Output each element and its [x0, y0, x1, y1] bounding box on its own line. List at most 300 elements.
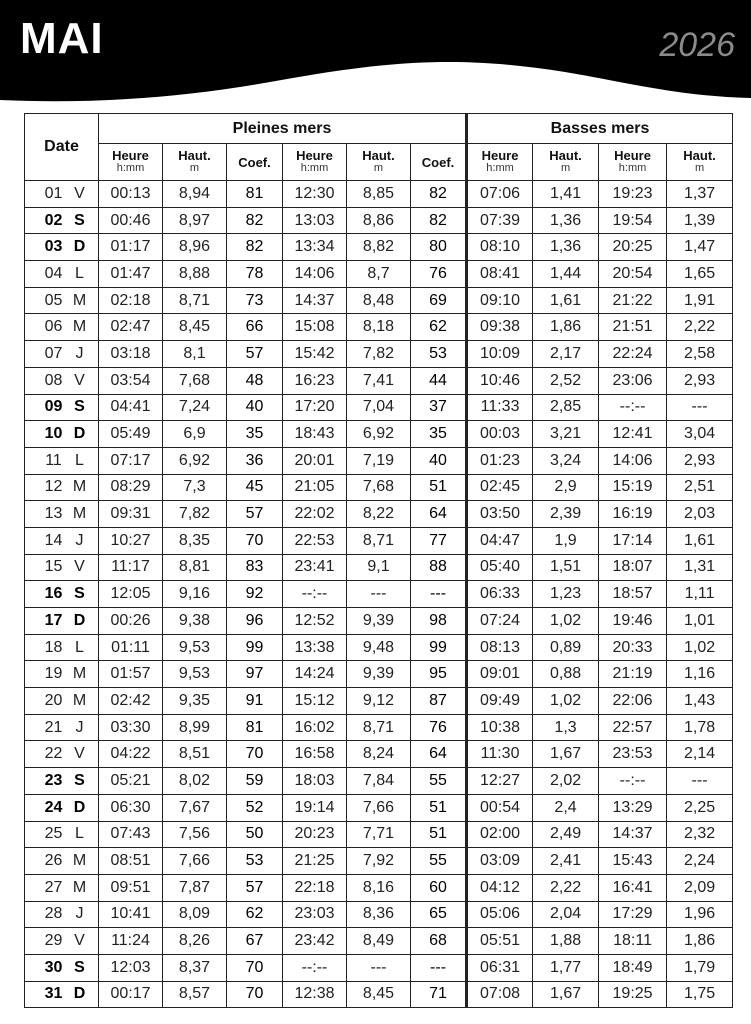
value-cell: 7,87	[163, 874, 227, 901]
value-cell: 9,1	[347, 554, 411, 581]
value-cell: 2,93	[667, 367, 733, 394]
column-header	[227, 144, 283, 181]
value-cell: ---	[667, 768, 733, 795]
value-cell: 9,53	[163, 634, 227, 661]
coef-cell: 45	[227, 474, 283, 501]
coef-cell: 98	[411, 608, 467, 635]
value-cell: 8,48	[347, 287, 411, 314]
coef-cell: 70	[227, 527, 283, 554]
value-cell: 1,86	[533, 314, 599, 341]
value-cell: 8,71	[347, 714, 411, 741]
tide-table	[24, 113, 733, 1008]
day-number: 07	[44, 344, 63, 362]
value-cell: 10:09	[467, 341, 533, 368]
month-title: MAI	[20, 14, 104, 63]
value-cell: 01:23	[467, 447, 533, 474]
weekday-letter: M	[72, 691, 87, 709]
value-cell: 7,41	[347, 367, 411, 394]
value-cell: 00:17	[99, 981, 163, 1008]
date-cell	[25, 821, 99, 848]
value-cell: 09:01	[467, 661, 533, 688]
day-number: 22	[44, 745, 63, 763]
weekday-letter: V	[74, 558, 85, 576]
value-cell: 2,93	[667, 447, 733, 474]
date-cell	[25, 901, 99, 928]
date-cell	[25, 634, 99, 661]
weekday-letter: L	[75, 264, 84, 282]
value-cell: 7,82	[163, 501, 227, 528]
coef-cell: 60	[411, 874, 467, 901]
value-cell: 1,16	[667, 661, 733, 688]
coef-cell: ---	[411, 954, 467, 981]
value-cell: 2,58	[667, 341, 733, 368]
value-cell: 7,82	[347, 341, 411, 368]
value-cell: --:--	[599, 394, 667, 421]
weekday-letter: M	[72, 291, 87, 309]
coef-cell: 37	[411, 394, 467, 421]
value-cell: 06:31	[467, 954, 533, 981]
value-cell: 8,7	[347, 261, 411, 288]
table-row	[25, 714, 733, 741]
value-cell: 1,11	[667, 581, 733, 608]
coef-cell: 51	[411, 794, 467, 821]
value-cell: 08:51	[99, 848, 163, 875]
value-cell: 1,67	[533, 741, 599, 768]
value-cell: 14:37	[283, 287, 347, 314]
value-cell: 10:27	[99, 527, 163, 554]
day-number: 10	[44, 425, 63, 443]
coef-cell: 64	[411, 501, 467, 528]
value-cell: 06:30	[99, 794, 163, 821]
value-cell: 03:50	[467, 501, 533, 528]
coef-cell: 55	[411, 768, 467, 795]
value-cell: 8,18	[347, 314, 411, 341]
value-cell: --:--	[283, 954, 347, 981]
column-header	[283, 144, 347, 181]
column-header-unit: h:mm	[300, 162, 329, 174]
value-cell: 7,84	[347, 768, 411, 795]
value-cell: 02:45	[467, 474, 533, 501]
coef-cell: 69	[411, 287, 467, 314]
column-header-unit: m	[373, 162, 384, 174]
weekday-letter: S	[74, 398, 85, 416]
value-cell: 8,88	[163, 261, 227, 288]
date-cell	[25, 741, 99, 768]
value-cell: 8,71	[347, 527, 411, 554]
value-cell: 20:33	[599, 634, 667, 661]
value-cell: 1,61	[533, 287, 599, 314]
value-cell: 1,02	[533, 608, 599, 635]
value-cell: 04:41	[99, 394, 163, 421]
value-cell: 9,35	[163, 688, 227, 715]
coef-cell: 44	[411, 367, 467, 394]
value-cell: 00:26	[99, 608, 163, 635]
value-cell: 8,24	[347, 741, 411, 768]
date-cell	[25, 394, 99, 421]
value-cell: 05:51	[467, 928, 533, 955]
weekday-letter: S	[74, 211, 85, 229]
weekday-letter: M	[72, 478, 87, 496]
column-header	[599, 144, 667, 181]
column-header-label: Heure	[614, 148, 651, 163]
value-cell: 8,97	[163, 207, 227, 234]
coef-cell: 80	[411, 234, 467, 261]
value-cell: 8,16	[347, 874, 411, 901]
date-cell	[25, 954, 99, 981]
value-cell: 14:37	[599, 821, 667, 848]
coef-cell: 57	[227, 501, 283, 528]
value-cell: 05:49	[99, 421, 163, 448]
value-cell: 23:53	[599, 741, 667, 768]
value-cell: 00:03	[467, 421, 533, 448]
coef-cell: 82	[227, 234, 283, 261]
value-cell: 19:54	[599, 207, 667, 234]
coef-cell: 99	[227, 634, 283, 661]
table-row	[25, 981, 733, 1008]
weekday-letter: L	[75, 451, 84, 469]
value-cell: 2,03	[667, 501, 733, 528]
day-number: 26	[44, 852, 63, 870]
weekday-letter: J	[75, 905, 84, 923]
value-cell: 15:43	[599, 848, 667, 875]
coef-cell: 81	[227, 714, 283, 741]
value-cell: 7,67	[163, 794, 227, 821]
value-cell: 9,38	[163, 608, 227, 635]
column-header-label: Heure	[296, 148, 333, 163]
value-cell: 7,56	[163, 821, 227, 848]
value-cell: 05:40	[467, 554, 533, 581]
value-cell: 1,96	[667, 901, 733, 928]
value-cell: 08:13	[467, 634, 533, 661]
coef-cell: 83	[227, 554, 283, 581]
day-number: 21	[44, 718, 63, 736]
value-cell: 1,65	[667, 261, 733, 288]
date-cell	[25, 234, 99, 261]
table-row	[25, 474, 733, 501]
value-cell: 11:30	[467, 741, 533, 768]
value-cell: 2,24	[667, 848, 733, 875]
value-cell: 2,85	[533, 394, 599, 421]
value-cell: 2,17	[533, 341, 599, 368]
table-row	[25, 234, 733, 261]
value-cell: 01:11	[99, 634, 163, 661]
value-cell: 1,3	[533, 714, 599, 741]
value-cell: 22:24	[599, 341, 667, 368]
value-cell: 21:19	[599, 661, 667, 688]
value-cell: 7,04	[347, 394, 411, 421]
value-cell: 1,23	[533, 581, 599, 608]
weekday-letter: J	[75, 344, 84, 362]
value-cell: 7,3	[163, 474, 227, 501]
value-cell: 1,88	[533, 928, 599, 955]
value-cell: 8,37	[163, 954, 227, 981]
weekday-letter: S	[74, 771, 85, 789]
value-cell: 3,04	[667, 421, 733, 448]
date-cell	[25, 287, 99, 314]
date-cell	[25, 314, 99, 341]
coef-cell: 35	[411, 421, 467, 448]
weekday-letter: S	[74, 585, 85, 603]
day-number: 16	[44, 585, 63, 603]
day-number: 25	[44, 825, 63, 843]
value-cell: 2,04	[533, 901, 599, 928]
value-cell: 14:24	[283, 661, 347, 688]
value-cell: 1,51	[533, 554, 599, 581]
value-cell: 8,22	[347, 501, 411, 528]
value-cell: 12:05	[99, 581, 163, 608]
coef-cell: 57	[227, 341, 283, 368]
value-cell: 15:12	[283, 688, 347, 715]
value-cell: 8,45	[347, 981, 411, 1008]
value-cell: 2,51	[667, 474, 733, 501]
day-number: 28	[44, 905, 63, 923]
value-cell: 13:03	[283, 207, 347, 234]
value-cell: 1,91	[667, 287, 733, 314]
value-cell: 8,02	[163, 768, 227, 795]
coef-cell: 66	[227, 314, 283, 341]
weekday-letter: J	[75, 718, 84, 736]
coef-cell: 51	[411, 821, 467, 848]
value-cell: 09:49	[467, 688, 533, 715]
day-number: 24	[44, 798, 63, 816]
value-cell: 2,9	[533, 474, 599, 501]
value-cell: 04:47	[467, 527, 533, 554]
day-number: 02	[44, 211, 63, 229]
value-cell: 16:19	[599, 501, 667, 528]
date-cell	[25, 768, 99, 795]
column-header-label: Haut.	[362, 148, 395, 163]
value-cell: 2,02	[533, 768, 599, 795]
column-header	[533, 144, 599, 181]
coef-cell: 52	[227, 794, 283, 821]
coef-cell: 82	[411, 207, 467, 234]
coef-cell: 97	[227, 661, 283, 688]
wave-shape	[0, 0, 751, 110]
table-row	[25, 848, 733, 875]
value-cell: 16:23	[283, 367, 347, 394]
value-cell: 1,36	[533, 234, 599, 261]
value-cell: 8,81	[163, 554, 227, 581]
column-header-unit: m	[694, 162, 705, 174]
value-cell: 2,22	[667, 314, 733, 341]
value-cell: 20:01	[283, 447, 347, 474]
value-cell: 1,9	[533, 527, 599, 554]
value-cell: 11:33	[467, 394, 533, 421]
table-row	[25, 661, 733, 688]
value-cell: ---	[667, 394, 733, 421]
value-cell: 03:30	[99, 714, 163, 741]
coef-cell: 78	[227, 261, 283, 288]
value-cell: 2,41	[533, 848, 599, 875]
value-cell: --:--	[599, 768, 667, 795]
date-cell	[25, 367, 99, 394]
value-cell: 01:17	[99, 234, 163, 261]
value-cell: 16:41	[599, 874, 667, 901]
date-cell	[25, 608, 99, 635]
weekday-letter: D	[73, 985, 86, 1003]
column-header-label: Heure	[481, 148, 519, 163]
value-cell: 8,94	[163, 181, 227, 208]
date-cell	[25, 261, 99, 288]
value-cell: 23:03	[283, 901, 347, 928]
table-row	[25, 688, 733, 715]
column-header	[411, 144, 467, 181]
value-cell: 02:47	[99, 314, 163, 341]
date-cell	[25, 501, 99, 528]
weekday-letter: M	[72, 665, 87, 683]
value-cell: 8,99	[163, 714, 227, 741]
value-cell: 7,92	[347, 848, 411, 875]
table-row	[25, 261, 733, 288]
column-header-label: Coef.	[238, 154, 271, 170]
value-cell: 19:23	[599, 181, 667, 208]
table-row	[25, 741, 733, 768]
weekday-letter: S	[74, 958, 85, 976]
value-cell: 1,67	[533, 981, 599, 1008]
date-cell	[25, 874, 99, 901]
coef-cell: 68	[411, 928, 467, 955]
value-cell: 7,19	[347, 447, 411, 474]
table-row	[25, 447, 733, 474]
value-cell: 2,32	[667, 821, 733, 848]
value-cell: 12:52	[283, 608, 347, 635]
value-cell: 03:54	[99, 367, 163, 394]
table-row	[25, 794, 733, 821]
value-cell: 17:29	[599, 901, 667, 928]
value-cell: 1,41	[533, 181, 599, 208]
value-cell: 1,36	[533, 207, 599, 234]
table-row	[25, 501, 733, 528]
weekday-letter: M	[72, 852, 87, 870]
weekday-letter: V	[74, 932, 85, 950]
day-number: 20	[44, 691, 63, 709]
weekday-letter: D	[73, 611, 86, 629]
column-header-label: Haut.	[549, 148, 582, 163]
value-cell: 21:05	[283, 474, 347, 501]
day-number: 29	[44, 932, 63, 950]
value-cell: 18:43	[283, 421, 347, 448]
day-number: 08	[44, 371, 63, 389]
value-cell: 8,45	[163, 314, 227, 341]
value-cell: 1,37	[667, 181, 733, 208]
value-cell: 7,66	[347, 794, 411, 821]
day-number: 14	[44, 531, 63, 549]
table-row	[25, 954, 733, 981]
value-cell: 03:09	[467, 848, 533, 875]
value-cell: 12:03	[99, 954, 163, 981]
weekday-letter: J	[75, 531, 84, 549]
value-cell: 01:57	[99, 661, 163, 688]
table-row	[25, 554, 733, 581]
value-cell: 8,51	[163, 741, 227, 768]
coef-cell: 48	[227, 367, 283, 394]
value-cell: 15:42	[283, 341, 347, 368]
weekday-letter: V	[74, 371, 85, 389]
value-cell: 11:24	[99, 928, 163, 955]
value-cell: 18:03	[283, 768, 347, 795]
value-cell: 07:06	[467, 181, 533, 208]
day-number: 31	[44, 985, 63, 1003]
value-cell: 2,22	[533, 874, 599, 901]
date-cell	[25, 661, 99, 688]
value-cell: 13:38	[283, 634, 347, 661]
value-cell: 18:49	[599, 954, 667, 981]
coef-cell: ---	[411, 581, 467, 608]
value-cell: 18:07	[599, 554, 667, 581]
value-cell: 05:21	[99, 768, 163, 795]
date-cell	[25, 527, 99, 554]
value-cell: --:--	[283, 581, 347, 608]
value-cell: 12:30	[283, 181, 347, 208]
date-cell	[25, 421, 99, 448]
coef-cell: 57	[227, 874, 283, 901]
day-number: 09	[44, 398, 63, 416]
value-cell: 07:08	[467, 981, 533, 1008]
value-cell: 20:25	[599, 234, 667, 261]
value-cell: 12:41	[599, 421, 667, 448]
value-cell: 22:02	[283, 501, 347, 528]
value-cell: 17:20	[283, 394, 347, 421]
day-number: 15	[44, 558, 63, 576]
value-cell: 1,43	[667, 688, 733, 715]
column-header-unit: m	[189, 162, 200, 174]
table-row	[25, 421, 733, 448]
table-row	[25, 207, 733, 234]
column-header-unit: h:mm	[618, 162, 647, 174]
value-cell: 09:31	[99, 501, 163, 528]
value-cell: 16:58	[283, 741, 347, 768]
day-number: 27	[44, 878, 63, 896]
pleines-mers-header: Pleines mers	[99, 114, 467, 144]
value-cell: 7,71	[347, 821, 411, 848]
date-cell	[25, 581, 99, 608]
value-cell: 2,09	[667, 874, 733, 901]
date-cell	[25, 341, 99, 368]
value-cell: 1,44	[533, 261, 599, 288]
column-header-unit: h:mm	[486, 162, 514, 174]
coef-cell: 88	[411, 554, 467, 581]
value-cell: 17:14	[599, 527, 667, 554]
value-cell: 00:54	[467, 794, 533, 821]
value-cell: 1,77	[533, 954, 599, 981]
coef-cell: 81	[227, 181, 283, 208]
value-cell: 1,47	[667, 234, 733, 261]
coef-cell: 67	[227, 928, 283, 955]
table-row	[25, 527, 733, 554]
value-cell: 23:41	[283, 554, 347, 581]
value-cell: 14:06	[599, 447, 667, 474]
value-cell: 9,12	[347, 688, 411, 715]
value-cell: 8,86	[347, 207, 411, 234]
value-cell: 03:18	[99, 341, 163, 368]
value-cell: 7,68	[163, 367, 227, 394]
column-header	[163, 144, 227, 181]
coef-cell: 99	[411, 634, 467, 661]
value-cell: 1,79	[667, 954, 733, 981]
day-number: 19	[44, 665, 63, 683]
table-row	[25, 874, 733, 901]
date-cell	[25, 981, 99, 1008]
column-header	[99, 144, 163, 181]
coef-cell: 59	[227, 768, 283, 795]
value-cell: 18:57	[599, 581, 667, 608]
value-cell: 1,01	[667, 608, 733, 635]
weekday-letter: D	[73, 798, 86, 816]
coef-cell: 76	[411, 714, 467, 741]
value-cell: 07:39	[467, 207, 533, 234]
value-cell: 8,35	[163, 527, 227, 554]
value-cell: 05:06	[467, 901, 533, 928]
